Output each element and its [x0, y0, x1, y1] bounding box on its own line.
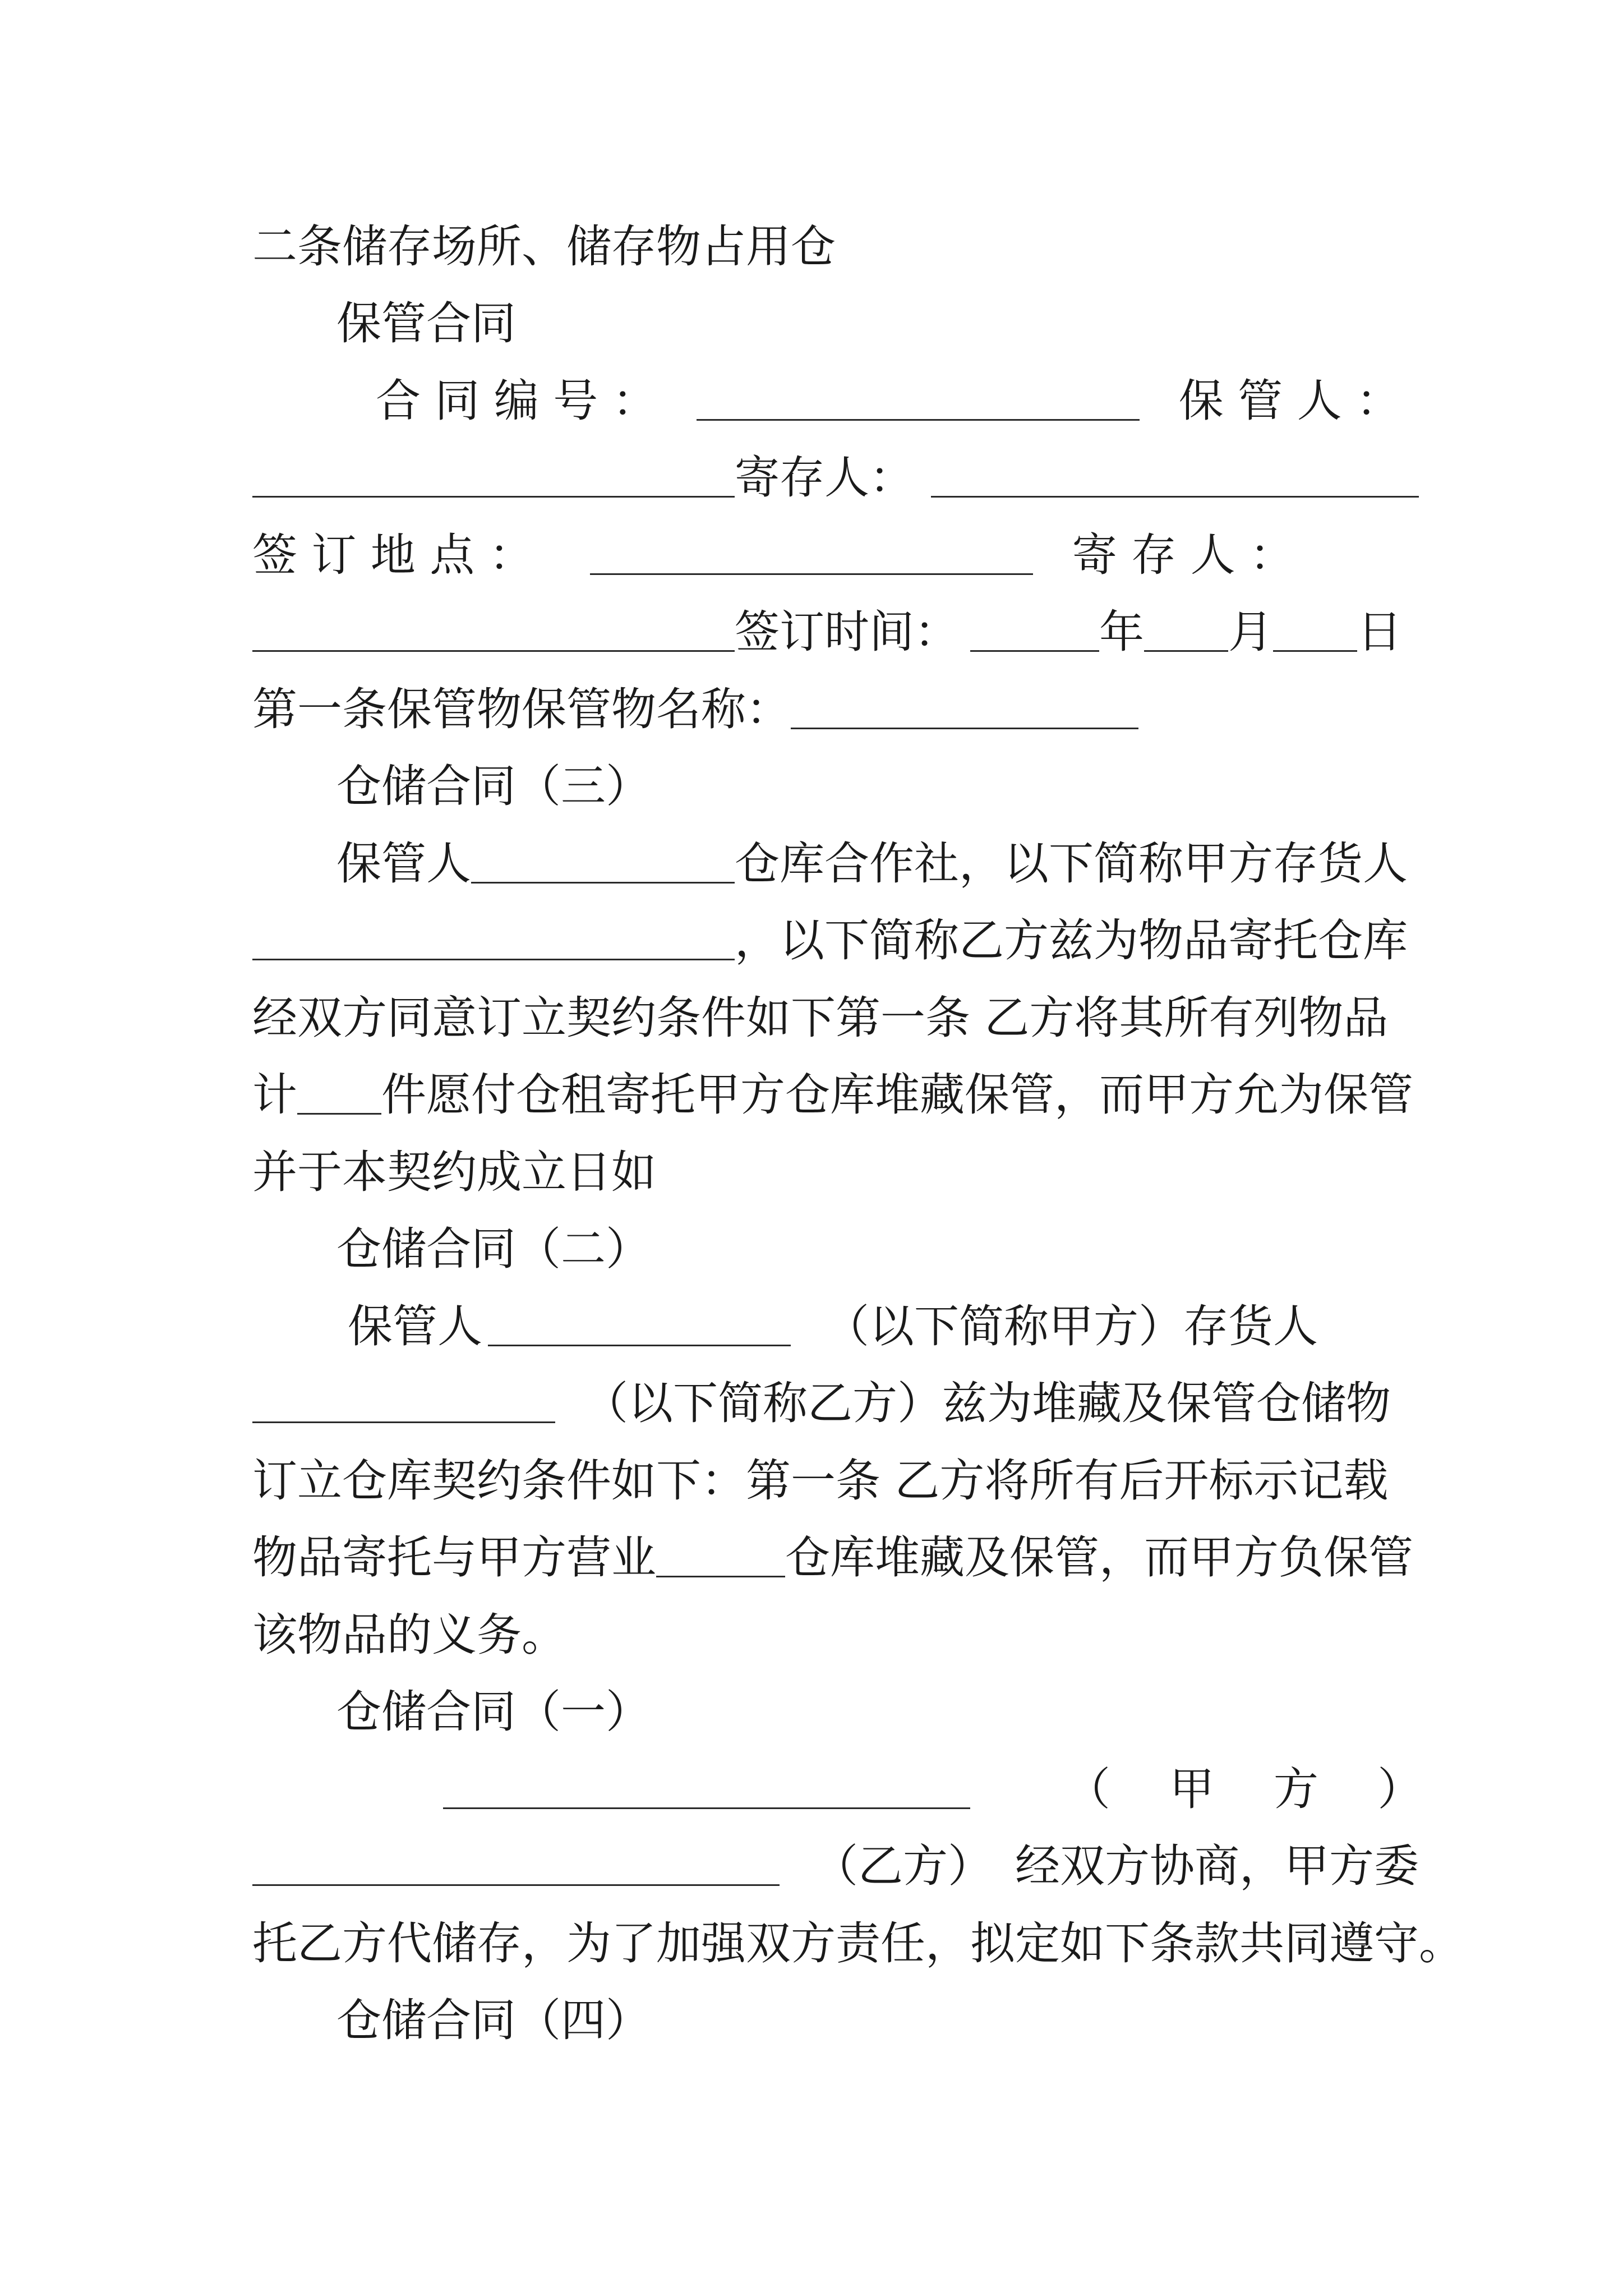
line-text: 二条储存场所、储存物占用仓	[252, 220, 836, 273]
item-name-row	[252, 682, 1391, 738]
contract-3-line-2	[252, 913, 1408, 969]
contract-2-line-1	[348, 1299, 1391, 1355]
contract-3-line-2-text: ，以下简称乙方兹为物品寄托仓库	[735, 914, 1408, 967]
contract-1-line-1	[443, 1761, 1445, 1818]
contract-number-label: 合 同 编 号 ：	[376, 375, 657, 427]
contract-2-line-4a-text: 物品寄托与甲方营业	[252, 1531, 656, 1584]
party-a-label: （ 甲 方 ）	[1066, 1763, 1445, 1815]
contract-3-line-1-text: 仓库合作社，以下简称甲方存货人	[735, 838, 1408, 890]
day-blank	[1273, 613, 1357, 652]
text-line-1	[252, 219, 1391, 275]
sign-time-row	[252, 604, 1402, 660]
keeper-label: 保 管 人 ：	[1178, 375, 1401, 427]
doc-title	[336, 296, 1391, 352]
contract-3-line-3-text: 经双方同意订立契约条件如下第一条 乙方将其所有列物品	[252, 992, 1389, 1044]
item-name-blank	[791, 691, 1138, 729]
year-label: 年	[1099, 606, 1144, 658]
sign-time-label: 签订时间：	[735, 606, 959, 658]
contract-2-line-3-text: 订立仓库契约条件如下：第一条 乙方将所有后开标示记载	[252, 1455, 1389, 1507]
contract-3-title-text: 仓储合同（三）	[336, 760, 651, 812]
contract-3-line-5	[252, 1144, 1391, 1200]
count-blank	[297, 1076, 381, 1115]
keeper-label-2: 保管人	[348, 1300, 482, 1352]
contract-2-line-1-text: （以下简称甲方）存货人	[824, 1300, 1318, 1352]
sign-place-blank	[590, 536, 1033, 575]
business-blank	[656, 1539, 785, 1577]
contract-4-title-text: 仓储合同（四）	[336, 1994, 651, 2046]
depositor-label: 寄存人：	[735, 452, 914, 504]
depositor-blank	[931, 459, 1419, 498]
sign-place-row	[252, 527, 1391, 583]
contract-3-title	[336, 758, 1391, 815]
contract-2-line-5-text: 该物品的义务。	[252, 1609, 566, 1661]
depositor-blank-2b	[252, 1384, 555, 1423]
keeper-label-3: 保管人	[336, 838, 471, 890]
contract-3-line-5-text: 并于本契约成立日如	[252, 1146, 656, 1198]
contract-4-title	[336, 1993, 1391, 2049]
contract-1-line-2-text: 经双方协商，甲方委	[1015, 1840, 1419, 1892]
party-a-blank	[443, 1770, 970, 1809]
contract-1-title	[336, 1684, 1391, 1740]
contract-2-line-5	[252, 1607, 1391, 1663]
contract-2-line-2	[252, 1375, 1391, 1432]
party-b-label: （乙方）	[813, 1840, 993, 1892]
count-label: 计	[252, 1069, 297, 1121]
depositor-blank-2	[252, 613, 735, 652]
keeper-blank	[252, 459, 735, 498]
party-b-blank	[252, 1847, 780, 1886]
keeper-blank-2	[488, 1308, 791, 1346]
contract-2-line-2-text: （以下简称乙方）兹为堆藏及保管仓储物	[583, 1377, 1391, 1429]
contract-1-line-3	[252, 1916, 1464, 1972]
contract-2-line-4b-text: 仓库堆藏及保管，而甲方负保管	[785, 1531, 1413, 1584]
contract-1-title-text: 仓储合同（一）	[336, 1686, 651, 1738]
title-text: 保管合同	[336, 297, 516, 349]
contract-3-line-4-text: 件愿付仓租寄托甲方仓库堆藏保管，而甲方允为保管	[381, 1069, 1413, 1121]
contract-1-line-2	[252, 1838, 1419, 1894]
contract-2-title	[336, 1221, 1391, 1277]
contract-2-line-4	[252, 1530, 1413, 1586]
sign-place-label: 签 订 地 点 ：	[252, 529, 534, 581]
contract-number-row	[376, 373, 1401, 429]
year-blank	[970, 613, 1099, 652]
contract-3-line-1	[336, 836, 1408, 892]
contract-2-title-text: 仓储合同（二）	[336, 1223, 651, 1275]
contract-number-blank	[697, 382, 1140, 421]
depositor-label-2: 寄 存 人 ：	[1072, 529, 1295, 581]
day-label: 日	[1357, 606, 1402, 658]
month-label: 月	[1228, 606, 1273, 658]
item-name-label: 第一条保管物保管物名称：	[252, 683, 791, 735]
depositor-blank-3	[252, 922, 735, 960]
contract-3-line-4	[252, 1067, 1413, 1123]
contract-3-line-3	[252, 990, 1391, 1046]
contract-2-line-3	[252, 1453, 1391, 1509]
contract-1-line-3-text: 托乙方代储存，为了加强双方责任，拟定如下条款共同遵守。	[252, 1917, 1464, 1970]
depositor-row	[252, 450, 1391, 506]
month-blank	[1144, 613, 1228, 652]
keeper-blank-3	[471, 845, 735, 884]
